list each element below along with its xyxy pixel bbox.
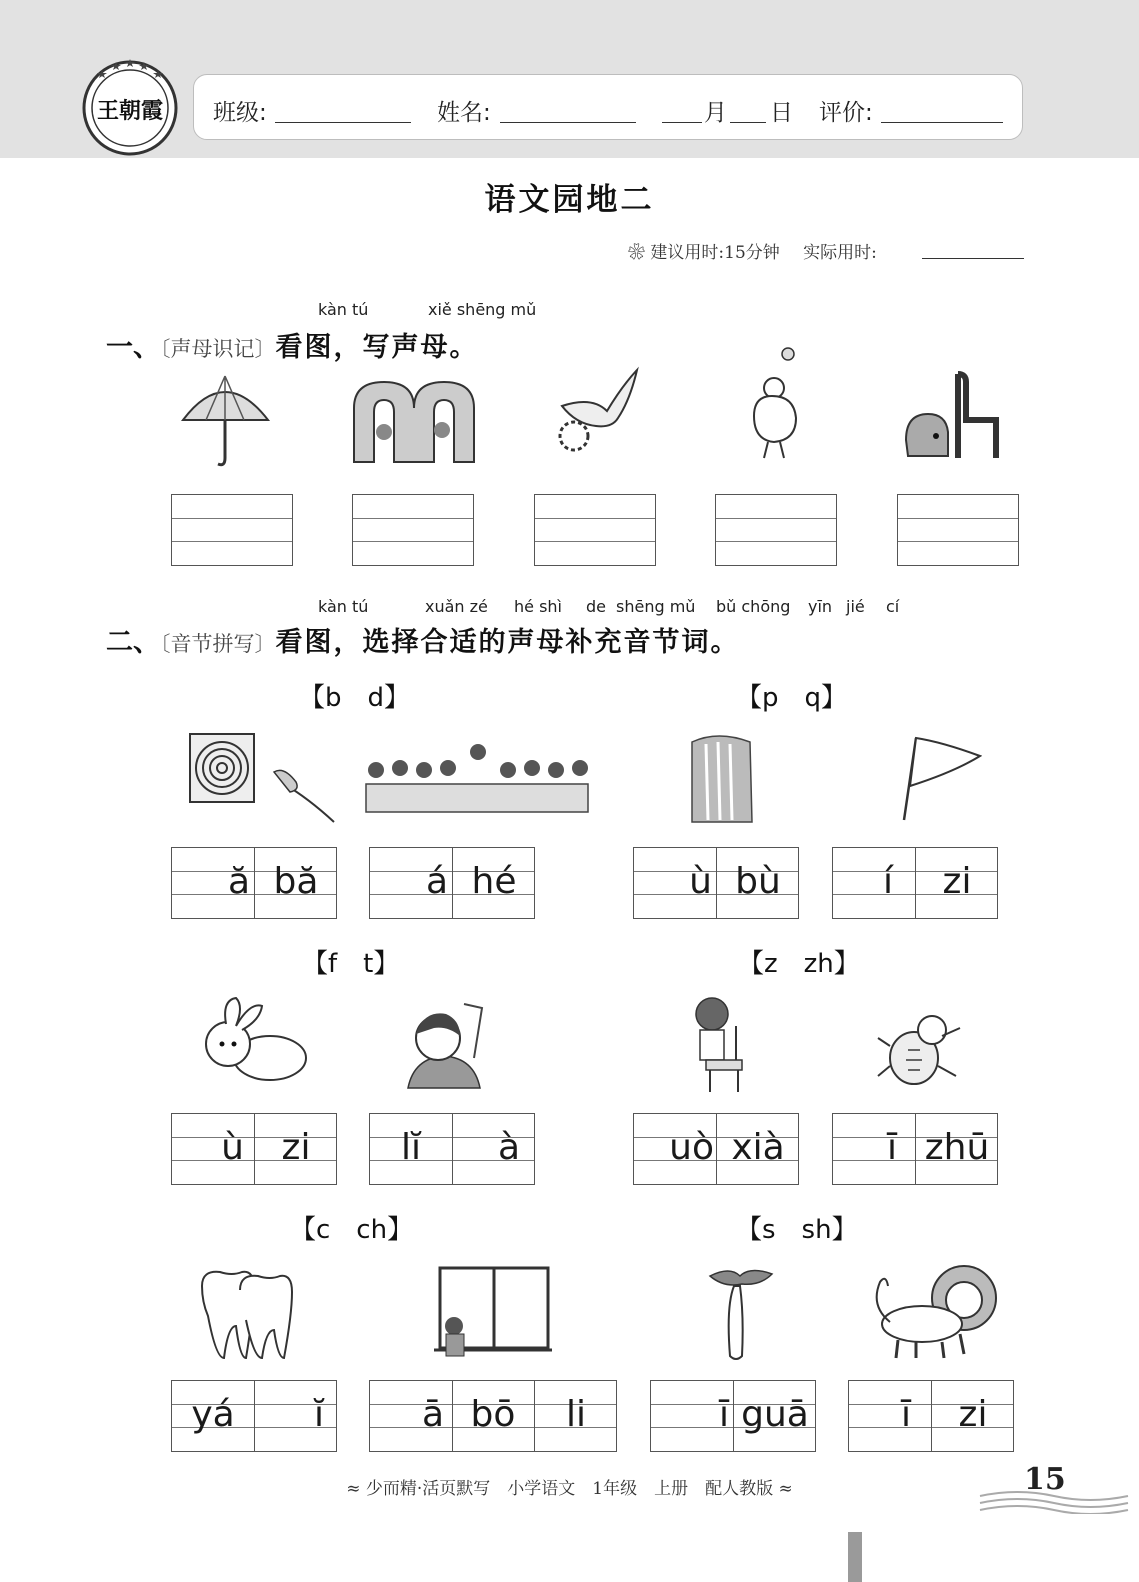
day-field[interactable]: [730, 122, 766, 123]
page-tab-marker: [848, 1532, 862, 1582]
section2-pinyin-4: de: [586, 597, 606, 616]
syllable-box-sigua[interactable]: [650, 1380, 816, 1452]
syllable-cell[interactable]: ā: [421, 1394, 444, 1435]
syllable-cell: bō: [470, 1394, 516, 1435]
lion-icon: [866, 1262, 1002, 1362]
syllable-cell[interactable]: ù: [689, 861, 712, 902]
syllable-cell: xià: [731, 1127, 785, 1168]
section1-heading: [106, 325, 479, 364]
rating-field[interactable]: [881, 122, 1003, 123]
syllable-cell: yá: [191, 1394, 235, 1435]
syllable-cell: zi: [958, 1394, 988, 1435]
svg-text:王朝霞: 王朝霞: [96, 98, 164, 124]
section2-pinyin-7: yīn: [808, 597, 833, 616]
syllable-cell[interactable]: uò: [669, 1127, 714, 1168]
answer-box-3[interactable]: [534, 494, 656, 566]
syllable-cell[interactable]: ă: [227, 861, 250, 902]
suggested-time: 建议用时:15分钟: [650, 243, 780, 263]
syllable-box-zuoxia[interactable]: [633, 1113, 799, 1185]
class-field[interactable]: [275, 122, 411, 123]
syllable-cell: zi: [281, 1127, 311, 1168]
target-dart-icon: [188, 732, 338, 828]
syllable-box-pubu[interactable]: [633, 847, 799, 919]
section2-pinyin-2: xuǎn zé: [425, 597, 488, 616]
month-field[interactable]: [662, 122, 702, 123]
section2-tag: 〔音节拼写〕: [160, 632, 276, 656]
student-info-box: [193, 74, 1023, 140]
section2-pinyin-6: bǔ chōng: [716, 597, 791, 616]
syllable-box-yachi[interactable]: [171, 1380, 337, 1452]
section1-pinyin-1: kàn tú: [318, 300, 369, 319]
actual-time-label: 实际用时:: [803, 243, 877, 263]
syllable-cell[interactable]: ĭ: [313, 1394, 324, 1435]
time-info: [628, 238, 877, 263]
syllable-box-qizi[interactable]: [832, 847, 998, 919]
page-number: 15: [1024, 1462, 1066, 1497]
group-bracket-b-d: 【b d】: [299, 683, 411, 713]
waterfall-icon: [688, 732, 756, 824]
class-label: 班级:: [213, 100, 267, 126]
syllable-box-bab[interactable]: [171, 847, 337, 919]
page-title: 语文园地二: [484, 182, 655, 218]
syllable-cell[interactable]: ī: [900, 1394, 911, 1435]
answer-box-4[interactable]: [715, 494, 837, 566]
dove-icon: [552, 366, 642, 464]
footer-text: ≈ 少而精·活页默写 小学语文 1年级 上册 配人教版 ≈: [346, 1479, 793, 1499]
answer-box-2[interactable]: [352, 494, 474, 566]
answer-box-1[interactable]: [171, 494, 293, 566]
syllable-cell: bù: [735, 861, 781, 902]
syllable-box-tuzi[interactable]: [171, 1113, 337, 1185]
name-label: 姓名:: [437, 100, 491, 126]
syllable-cell[interactable]: ī: [718, 1394, 729, 1435]
children-dancing-icon: [362, 740, 592, 816]
hen-icon: [744, 346, 804, 464]
section2-pinyin-5: shēng mǔ: [616, 597, 696, 616]
actual-time-field[interactable]: [922, 258, 1024, 259]
group-bracket-p-q: 【p q】: [736, 683, 848, 713]
syllable-cell[interactable]: à: [497, 1127, 520, 1168]
syllable-box-caboli[interactable]: [369, 1380, 617, 1452]
loofah-icon: [700, 1266, 780, 1362]
syllable-box-shizi[interactable]: [848, 1380, 1014, 1452]
section1-pinyin-2: xiě shēng mǔ: [428, 300, 537, 319]
section1-tag: 〔声母识记〕: [160, 337, 276, 361]
group-bracket-s-sh: 【s sh】: [736, 1215, 858, 1245]
syllable-box-lifa[interactable]: [369, 1113, 535, 1185]
syllable-box-dahe[interactable]: [369, 847, 535, 919]
rabbit-icon: [196, 996, 314, 1088]
haircut-icon: [394, 998, 494, 1090]
letter-m-door-icon: [350, 378, 478, 464]
syllable-cell: zhū: [924, 1127, 990, 1168]
spider-icon: [876, 1006, 962, 1092]
umbrella-icon: [178, 372, 273, 470]
flag-icon: [896, 734, 982, 822]
day-label: 日: [770, 100, 793, 126]
section2-number: 二、: [106, 627, 160, 658]
section2-pinyin-3: hé shì: [514, 597, 562, 616]
name-field[interactable]: [500, 122, 636, 123]
month-label: 月: [704, 100, 727, 126]
syllable-cell[interactable]: á: [425, 861, 448, 902]
rating-label: 评价:: [819, 100, 873, 126]
syllable-cell: bă: [273, 861, 319, 902]
girl-sitting-icon: [690, 996, 746, 1094]
group-bracket-f-t: 【f t】: [302, 949, 400, 979]
syllable-cell: lĭ: [400, 1127, 421, 1168]
syllable-cell: zi: [942, 861, 972, 902]
hedgehog-chair-icon: [900, 370, 1004, 462]
answer-box-5[interactable]: [897, 494, 1019, 566]
section2-heading: [106, 620, 740, 659]
publisher-logo: [80, 56, 180, 156]
section2-pinyin-8: jié: [846, 597, 865, 616]
section1-instruction: 看图，写声母。: [275, 332, 479, 363]
section2-pinyin-1: kàn tú: [318, 597, 369, 616]
syllable-cell[interactable]: ù: [221, 1127, 244, 1168]
section1-number: 一、: [106, 332, 160, 363]
window-cleaning-icon: [432, 1264, 554, 1360]
section2-pinyin-9: cí: [886, 597, 900, 616]
syllable-cell: hé: [471, 861, 517, 902]
syllable-cell: li: [565, 1394, 586, 1435]
group-bracket-c-ch: 【c ch】: [290, 1215, 414, 1245]
section2-instruction: 看图，选择合适的声母补充音节词。: [275, 627, 740, 658]
syllable-cell: guā: [741, 1394, 809, 1435]
syllable-box-zhizhu[interactable]: [832, 1113, 998, 1185]
syllable-cell[interactable]: í: [882, 861, 893, 902]
syllable-cell[interactable]: ī: [886, 1127, 897, 1168]
teeth-icon: [196, 1266, 296, 1362]
group-bracket-z-zh: 【z zh】: [738, 949, 860, 979]
flower-icon: ❀: [628, 243, 645, 263]
